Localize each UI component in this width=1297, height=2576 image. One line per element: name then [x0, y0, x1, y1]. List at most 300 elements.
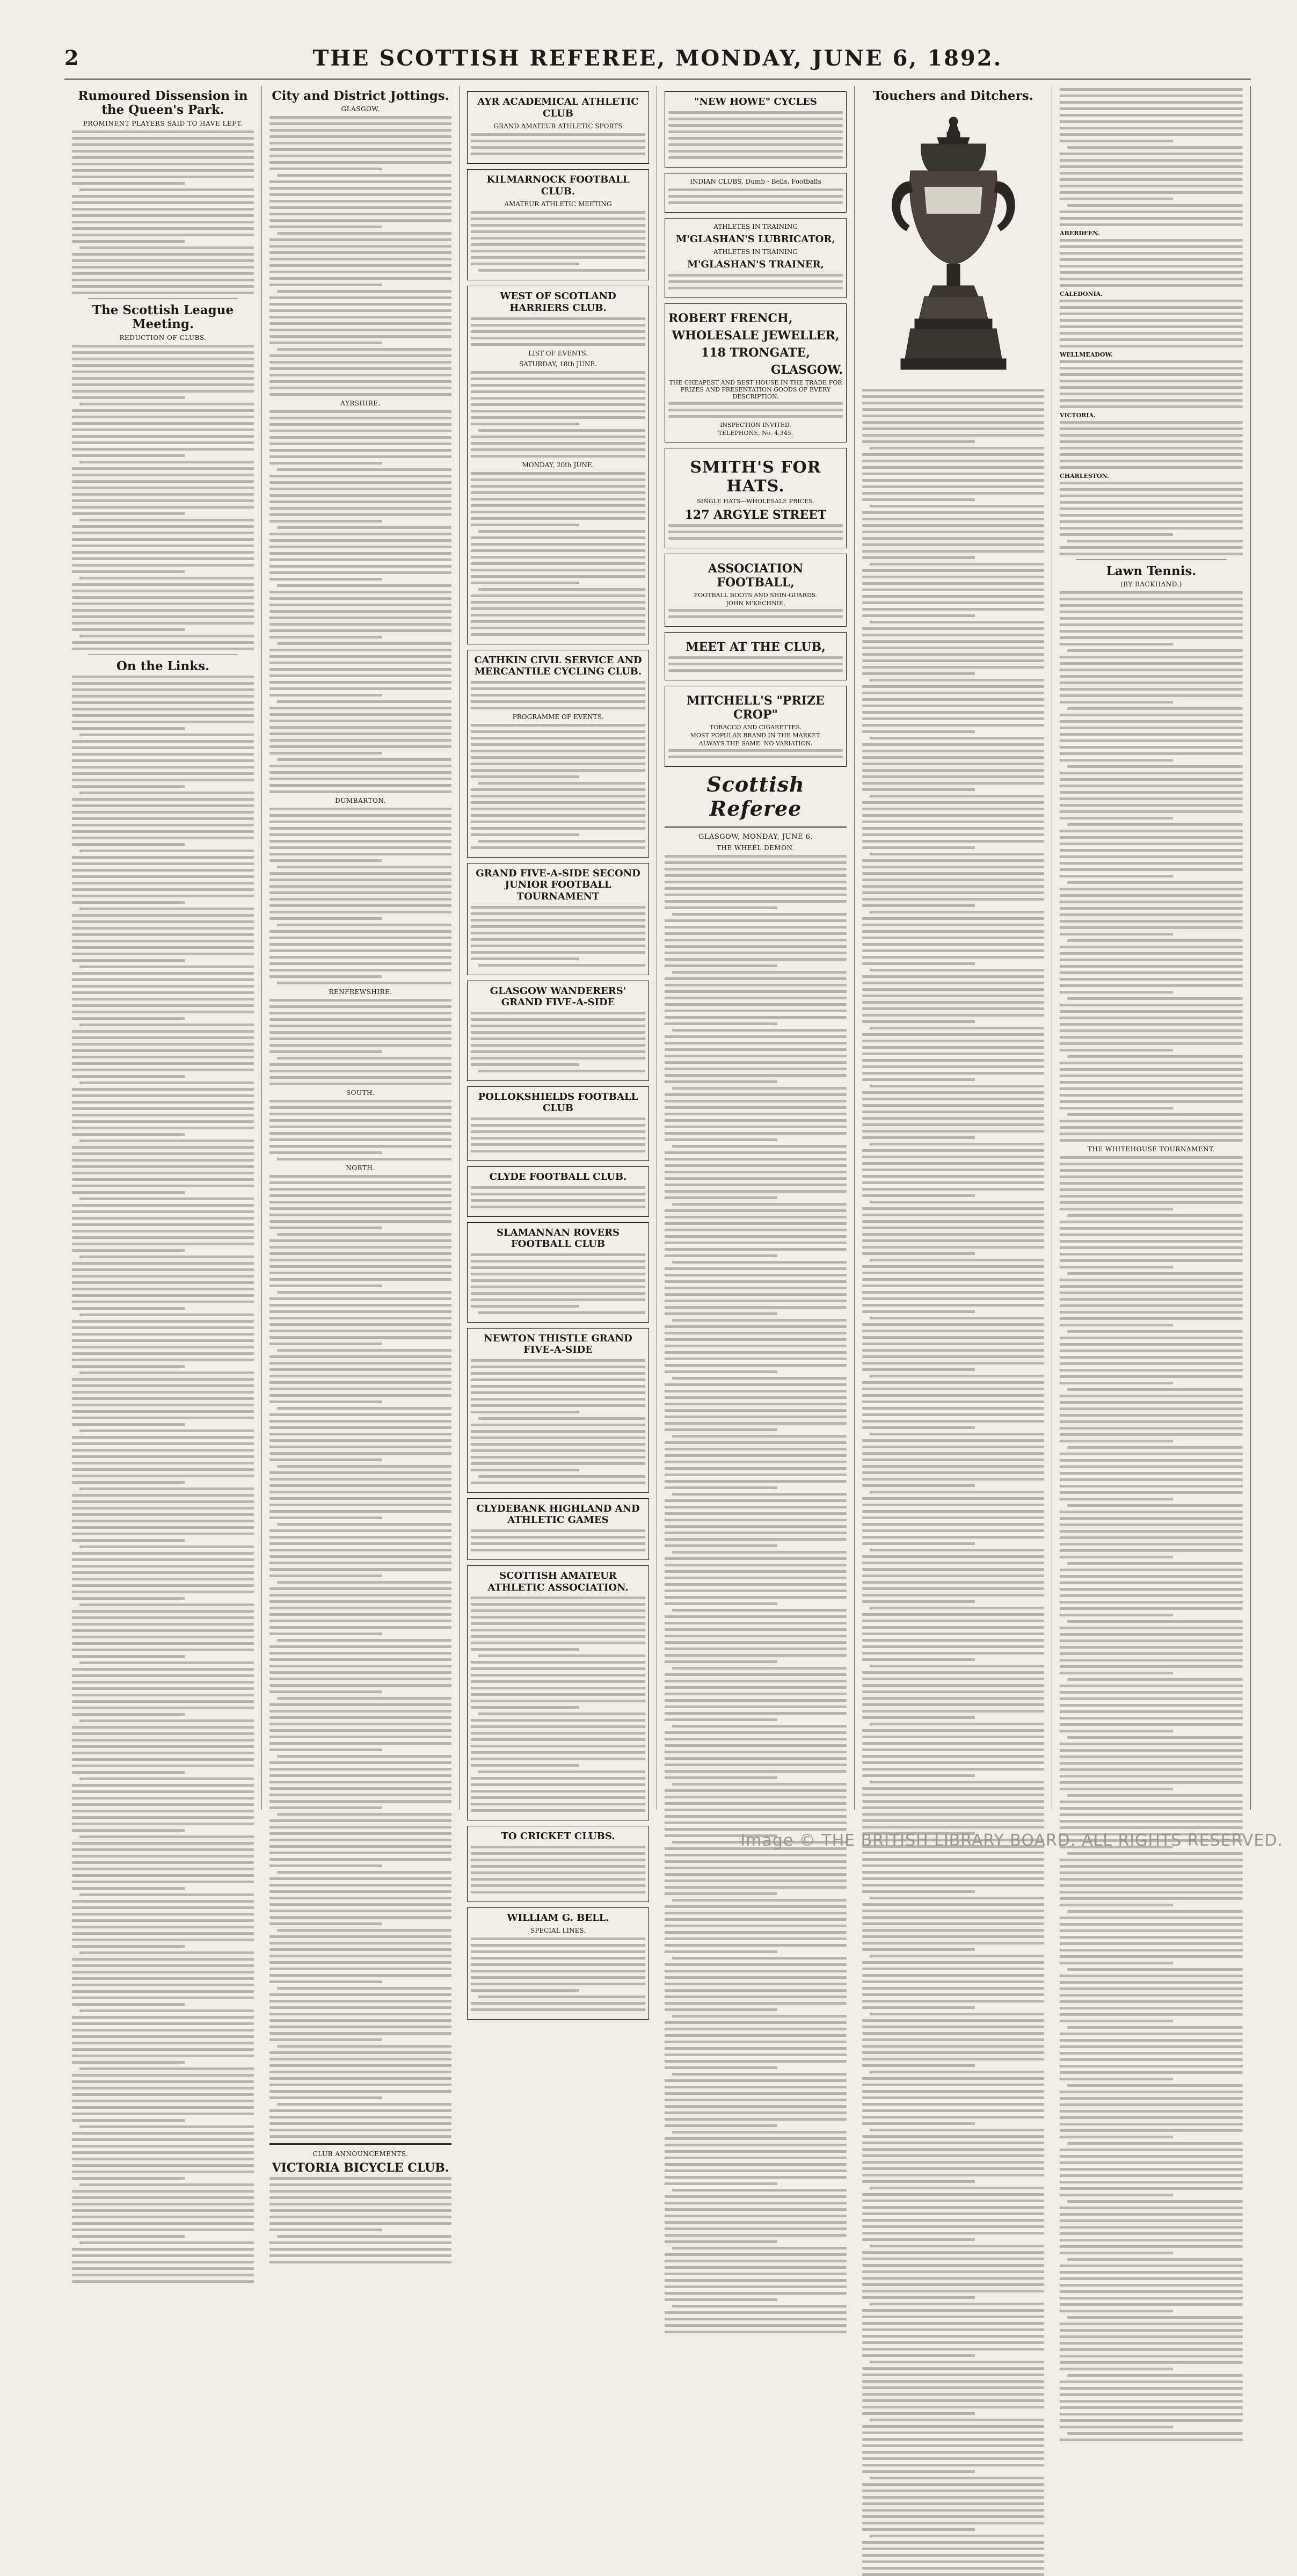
text-line	[79, 2183, 254, 2186]
text-line	[862, 1091, 1044, 1094]
text-line	[862, 2490, 1044, 2492]
text-line	[862, 2032, 1044, 2035]
text-line	[79, 792, 254, 794]
text-line	[1060, 720, 1243, 723]
text-line	[1060, 2265, 1243, 2267]
text-line	[862, 1001, 1044, 1004]
text-line	[862, 750, 1044, 752]
text-line	[862, 1388, 1044, 1390]
text-line	[862, 1768, 1044, 1770]
text-line	[665, 1370, 777, 1373]
text-line	[1060, 636, 1243, 639]
text-line	[862, 1961, 1044, 1964]
text-line	[269, 1736, 451, 1738]
text-line	[269, 1413, 451, 1416]
text-line	[862, 402, 1044, 404]
text-line	[668, 111, 843, 114]
text-line	[471, 1462, 645, 1465]
text-line	[1060, 1068, 1243, 1071]
text-line	[471, 1732, 645, 1735]
text-line	[72, 933, 254, 936]
text-line	[269, 1126, 451, 1128]
text-line	[862, 1285, 1044, 1287]
text-line	[665, 1570, 847, 1573]
text-line	[672, 1261, 847, 1264]
text-line	[862, 440, 975, 443]
text-line	[269, 1826, 451, 1828]
text-line	[269, 713, 451, 716]
text-line	[665, 1151, 847, 1154]
text-line	[862, 801, 1044, 804]
text-line	[72, 985, 254, 988]
team-group-wellmeadow: WELLMEADOW.	[1060, 351, 1113, 358]
text-line	[665, 1544, 777, 1547]
text-line	[862, 2193, 1044, 2196]
text-line	[1060, 2065, 1243, 2067]
text-line	[72, 364, 254, 367]
text-line	[72, 1075, 185, 1078]
text-line	[471, 416, 645, 419]
always-same: ALWAYS THE SAME. NO VARIATION.	[698, 739, 813, 747]
text-line	[72, 525, 254, 528]
text-line	[269, 1330, 451, 1332]
text-line	[72, 1301, 254, 1303]
text-line	[1067, 707, 1243, 710]
text-line	[269, 2090, 451, 2093]
text-line	[1060, 1478, 1243, 1481]
text-line	[862, 717, 1044, 720]
text-line	[665, 1938, 847, 1940]
text-line	[72, 1784, 254, 1787]
text-line	[478, 964, 645, 967]
text-line	[1060, 165, 1243, 168]
text-line	[269, 1484, 451, 1487]
text-line	[862, 1536, 1044, 1539]
text-line	[471, 237, 645, 240]
text-line	[471, 1044, 645, 1047]
text-line	[269, 739, 451, 742]
text-line	[269, 2026, 451, 2028]
text-line	[478, 429, 645, 432]
text-line	[862, 1497, 1044, 1500]
text-line	[665, 2260, 847, 2262]
text-line	[862, 550, 1044, 553]
text-line	[1060, 2355, 1243, 2357]
column-6	[1052, 86, 1251, 1810]
text-line	[665, 1332, 847, 1334]
text-line	[72, 1288, 254, 1290]
text-line	[471, 1719, 645, 1722]
text-line	[471, 724, 645, 727]
text-line	[1060, 746, 1243, 749]
text-line	[72, 1616, 254, 1619]
text-line	[1060, 1139, 1243, 1142]
text-line	[862, 705, 1044, 707]
text-line	[1060, 1723, 1243, 1726]
text-line	[1060, 2013, 1243, 2016]
text-line	[269, 1401, 382, 1403]
text-line	[72, 1926, 254, 1928]
text-line	[665, 1403, 847, 1405]
text-line	[1060, 1569, 1243, 1571]
text-line	[72, 435, 254, 438]
text-line	[862, 1729, 1044, 1732]
text-line	[471, 324, 645, 326]
text-line	[1060, 172, 1243, 175]
text-line	[862, 421, 1044, 424]
text-line	[269, 442, 451, 445]
text-line	[72, 208, 254, 211]
text-line	[1060, 1820, 1243, 1823]
text-line	[665, 2137, 847, 2140]
text-line	[72, 1803, 254, 1806]
text-line	[862, 1710, 1044, 1713]
article-headline-lawn-tennis: Lawn Tennis.	[1106, 564, 1197, 578]
text-line	[665, 1519, 847, 1521]
text-line	[269, 481, 451, 484]
text-line	[269, 1839, 451, 1841]
text-line	[1067, 1272, 1243, 1275]
text-line	[1060, 488, 1243, 491]
text-line	[665, 1577, 847, 1579]
text-line	[1060, 373, 1243, 376]
text-line	[1067, 146, 1243, 149]
text-line	[1067, 1968, 1243, 1971]
text-line	[471, 1764, 579, 1767]
text-line	[269, 2177, 451, 2180]
article-headline-dissension: Rumoured Dissension in the Queen's Park.	[78, 89, 248, 118]
text-line	[862, 2483, 1044, 2486]
text-line	[72, 740, 254, 743]
article-headline-jottings: City and District Jottings.	[272, 89, 449, 103]
text-line	[665, 2111, 847, 2114]
text-line	[471, 230, 645, 233]
text-line	[471, 1687, 645, 1689]
text-line	[471, 1693, 645, 1696]
text-line	[870, 505, 1044, 507]
text-line	[72, 1732, 254, 1735]
text-line	[471, 1037, 645, 1040]
text-line	[1060, 1949, 1243, 1951]
text-line	[471, 217, 645, 220]
text-line	[269, 213, 451, 215]
text-line	[1060, 95, 1243, 97]
text-line	[72, 1307, 185, 1310]
text-line	[665, 1886, 847, 1889]
text-line	[1060, 2181, 1243, 2183]
text-line	[269, 2129, 451, 2131]
team-list	[1060, 300, 1243, 347]
text-line	[72, 150, 254, 153]
text-line	[665, 1538, 847, 1541]
text-line	[665, 1113, 847, 1115]
ad-new-howe	[665, 91, 847, 168]
text-line	[72, 1378, 254, 1381]
text-line	[79, 734, 254, 736]
text-line	[471, 1549, 645, 1551]
text-line	[269, 1852, 451, 1854]
text-line	[72, 1745, 254, 1748]
text-line	[269, 1671, 451, 1674]
text-line	[72, 345, 254, 347]
text-line	[72, 914, 254, 917]
ad-title-bell: WILLIAM G. BELL.	[507, 1912, 609, 1924]
text-line	[862, 1272, 1044, 1274]
text-line	[665, 2144, 847, 2146]
byline-backhand: (BY BACKHAND.)	[1120, 580, 1182, 589]
text-line	[672, 1435, 847, 1438]
text-line	[471, 455, 645, 458]
text-line	[862, 479, 1044, 482]
text-line	[1060, 623, 1243, 626]
text-line	[269, 681, 451, 684]
text-line	[269, 2222, 451, 2225]
text-line	[862, 2432, 1044, 2434]
text-line	[269, 1458, 382, 1461]
text-line	[665, 1764, 847, 1766]
text-line	[471, 601, 645, 604]
text-line	[870, 1549, 1044, 1551]
text-line	[72, 1591, 254, 1593]
text-line	[72, 2093, 254, 2096]
text-line	[862, 640, 1044, 643]
text-line	[72, 901, 185, 904]
trongate: 118 TRONGATE,	[701, 345, 810, 360]
text-line	[672, 1377, 847, 1380]
text-line	[862, 2412, 975, 2415]
text-line	[1060, 1029, 1243, 1032]
text-line	[269, 597, 451, 600]
text-line	[862, 2167, 1044, 2170]
ad-ayr-academical	[467, 91, 649, 164]
text-line	[672, 1667, 847, 1670]
text-line	[269, 814, 451, 817]
text-line	[471, 1359, 645, 1362]
text-line	[665, 1822, 847, 1824]
text-line	[1067, 1330, 1243, 1333]
text-line	[72, 2222, 254, 2225]
text-line	[471, 694, 645, 696]
text-line	[870, 1201, 1044, 1203]
text-line	[72, 1049, 254, 1052]
text-line	[1060, 2329, 1243, 2332]
text-line	[269, 668, 451, 671]
text-line	[471, 436, 645, 438]
text-line	[668, 188, 843, 191]
text-line	[665, 1061, 847, 1064]
text-line	[72, 1043, 254, 1046]
text-line	[471, 1206, 645, 1208]
text-line	[471, 1469, 579, 1471]
text-line	[668, 656, 843, 659]
text-line	[269, 1239, 451, 1242]
text-line	[269, 1974, 451, 1977]
text-line	[862, 743, 1044, 746]
text-line	[269, 316, 451, 318]
text-line	[870, 1143, 1044, 1145]
mitchell-prize-crop: MITCHELL'S "PRIZE CROP"	[687, 693, 825, 722]
text-line	[269, 1175, 451, 1178]
text-line	[1060, 2277, 1243, 2280]
text-line	[1060, 159, 1243, 162]
text-line	[269, 1070, 451, 1072]
text-line	[471, 1622, 645, 1625]
ad-title-slamannan: SLAMANNAN ROVERS FOOTBALL CLUB	[496, 1227, 620, 1250]
text-line	[72, 1571, 254, 1574]
text-line	[862, 2142, 1044, 2144]
text-line	[862, 2116, 1044, 2118]
text-line	[72, 1088, 254, 1091]
article-body-lawn	[1060, 591, 1243, 1142]
text-line	[665, 1216, 847, 1218]
text-line	[471, 330, 645, 333]
text-line	[269, 284, 382, 286]
text-line	[665, 1905, 847, 1908]
ad-body	[471, 211, 645, 272]
text-line	[1060, 198, 1173, 200]
text-line	[862, 1748, 1044, 1751]
text-line	[72, 551, 254, 554]
text-line	[1067, 2432, 1243, 2435]
text-line	[1060, 694, 1243, 697]
article-body-glasgow	[269, 116, 451, 396]
text-line	[665, 1293, 847, 1296]
text-line	[471, 945, 645, 947]
text-line	[72, 182, 185, 185]
text-line	[665, 939, 847, 941]
text-line	[471, 1859, 645, 1861]
text-line	[269, 2096, 382, 2099]
text-line	[269, 193, 451, 196]
text-line	[665, 1035, 847, 1038]
text-line	[1060, 1511, 1243, 1513]
text-line	[1060, 1987, 1243, 1990]
text-line	[471, 951, 645, 954]
text-line	[471, 504, 645, 507]
text-line	[1060, 2303, 1243, 2306]
text-line	[269, 129, 451, 132]
text-line	[1060, 1936, 1243, 1939]
text-line	[665, 1196, 777, 1199]
text-line	[665, 1976, 847, 1979]
text-line	[862, 949, 1044, 952]
text-line	[471, 1366, 645, 1368]
text-line	[269, 1044, 451, 1047]
text-line	[1060, 2387, 1243, 2390]
text-line	[269, 1613, 451, 1616]
text-line	[672, 1957, 847, 1960]
ad-title-ayr: AYR ACADEMICAL ATHLETIC CLUB	[477, 96, 639, 119]
text-line	[1060, 1955, 1243, 1958]
text-line	[1060, 2155, 1243, 2158]
text-line	[471, 1193, 645, 1195]
text-line	[870, 1723, 1044, 1725]
text-line	[269, 1877, 451, 1880]
text-line	[862, 1323, 1044, 1326]
tobacco: TOBACCO AND CIGARETTES.	[710, 723, 801, 731]
text-line	[1060, 1291, 1243, 1294]
text-line	[1060, 278, 1243, 280]
text-line	[471, 1404, 645, 1407]
text-line	[471, 133, 645, 136]
text-line	[269, 1961, 451, 1964]
text-line	[72, 1610, 254, 1613]
text-line	[1060, 656, 1243, 658]
text-line	[269, 853, 451, 855]
text-line	[72, 1326, 254, 1329]
team-group-caledonia: CALEDONIA.	[1060, 291, 1103, 297]
text-line	[862, 1987, 1044, 1990]
text-line	[72, 622, 254, 625]
text-line	[72, 377, 254, 380]
text-line	[471, 919, 645, 921]
text-line	[72, 266, 254, 269]
text-line	[269, 449, 451, 452]
ad-smiths-hats	[665, 448, 847, 548]
text-line	[1060, 1994, 1243, 1997]
text-line	[269, 558, 451, 561]
article-headline-touchers: Touchers and Ditchers.	[873, 89, 1033, 103]
text-line	[269, 778, 451, 780]
text-line	[665, 1190, 847, 1193]
text-line	[862, 1227, 1044, 1229]
text-line	[1060, 1401, 1243, 1404]
text-line	[269, 1063, 451, 1066]
text-line	[478, 782, 645, 785]
text-line	[269, 219, 451, 222]
text-line	[1060, 1897, 1243, 1900]
text-line	[269, 859, 382, 862]
text-line	[471, 140, 645, 142]
text-line	[72, 785, 185, 788]
text-line	[269, 226, 382, 228]
text-line	[862, 756, 1044, 759]
text-line	[862, 2322, 1044, 2325]
text-line	[72, 1455, 254, 1458]
text-line	[269, 1748, 382, 1751]
text-line	[269, 1031, 451, 1034]
text-line	[862, 1974, 1044, 1977]
ad-body	[668, 524, 843, 540]
text-line	[72, 1004, 254, 1007]
text-line	[1067, 1504, 1243, 1507]
ad-title-indian: INDIAN CLUBS, Dumb - Bells, Footballs	[690, 177, 821, 185]
text-line	[870, 2419, 1044, 2421]
text-line	[269, 2109, 451, 2112]
text-line	[269, 827, 451, 830]
text-line	[665, 1048, 847, 1051]
text-line	[269, 168, 382, 170]
text-line	[269, 1574, 382, 1577]
text-line	[269, 1897, 451, 1899]
ad-west-harriers	[467, 286, 649, 644]
text-line	[870, 2013, 1044, 2015]
text-line	[665, 2266, 847, 2269]
text-line	[72, 1539, 185, 1542]
text-line	[1060, 501, 1243, 504]
text-line	[471, 1199, 645, 1202]
text-line	[72, 772, 254, 775]
text-line	[72, 1500, 254, 1503]
text-line	[269, 1323, 451, 1326]
text-line	[72, 570, 185, 573]
text-line	[72, 1771, 185, 1774]
text-line	[72, 1674, 254, 1677]
text-line	[1060, 1730, 1173, 1732]
text-line	[862, 492, 1044, 495]
text-line	[1060, 1298, 1243, 1301]
text-line	[1060, 1126, 1243, 1129]
